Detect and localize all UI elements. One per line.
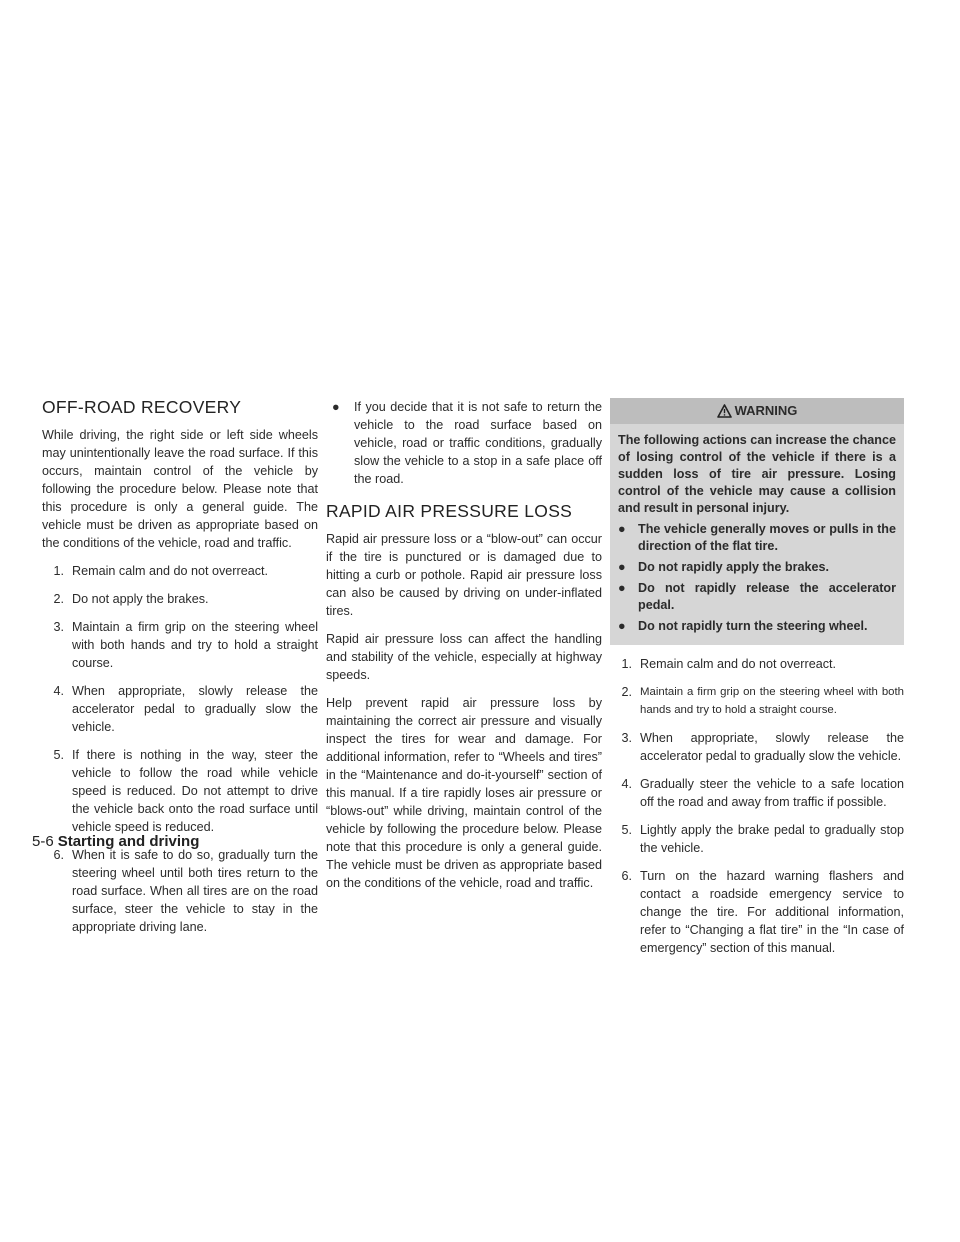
list-item: 1. Remain calm and do not overreact. <box>621 657 837 671</box>
bullet-icon: ● <box>618 522 626 536</box>
list-item: 3. Maintain a firm grip on the steering wheel with both hands and try to hold a straight course. <box>53 620 318 670</box>
warning-triangle-icon <box>717 404 732 418</box>
list-item: 1. Remain calm and do not overreact. <box>53 564 269 578</box>
bullet-icon: ● <box>618 619 626 633</box>
list-item: 3. When appropriate, slowly release the accelerator pedal to gradually slow the vehicle. <box>621 731 904 763</box>
offroad-steps <box>42 562 318 936</box>
rapid-paragraph: Rapid air pressure loss or a “blow-out” can occur if the tire is punctured or is damaged due to hitting a curb or pothole. Rapid air pressure loss can also be caused by driving on under-inflated tires. <box>326 532 602 618</box>
warning-label: WARNING <box>734 403 798 418</box>
column-3 <box>610 398 904 967</box>
offroad-title: OFF-ROAD RECOVERY <box>42 397 242 417</box>
rapid-paragraph: Rapid air pressure loss can affect the handling and stability of the vehicle, especially at highway speeds. <box>326 632 602 682</box>
rapid-paragraph: Help prevent rapid air pressure loss by maintaining the correct air pressure and visually inspect the tires for wear and damage. For additional information, refer to “Wheels and tires” in the “Maintenance and do-it-yourself” section of this manual. If a tire rapidly loses air pressure or “blows-out” while driving, maintain control of the vehicle by following the procedure below. Please note that this procedure is only a general guide. The vehicle must be driven as appropriate based on the conditions of the vehicle, road and traffic. <box>326 696 602 890</box>
column-2 <box>326 398 602 902</box>
list-item: 2. Do not apply the brakes. <box>53 592 209 606</box>
list-item: 2. Maintain a firm grip on the steering wheel with both hands and try to hold a straight course. <box>621 685 904 716</box>
bullet-icon: ● <box>618 560 626 574</box>
rapid-title: RAPID AIR PRESSURE LOSS <box>326 501 573 521</box>
warning-box <box>610 398 904 645</box>
page-footer <box>32 833 199 850</box>
warning-header <box>610 398 904 424</box>
column-1 <box>42 398 318 946</box>
warning-bullet: ● Do not rapidly release the accelerator pedal. <box>618 581 896 612</box>
page-number: 5-6 <box>32 833 54 850</box>
warning-bullet: ● Do not rapidly apply the brakes. <box>618 560 830 574</box>
warning-body <box>610 424 904 635</box>
offroad-intro: While driving, the right side or left side wheels may unintentionally leave the road surface. If this occurs, maintain control of the vehicle by following the procedure below. Please note that this procedure is only a general guide. The vehicle must be driven as appropriate based on the conditions of the vehicle, road and traffic. <box>42 428 318 550</box>
rapid-steps <box>610 655 904 957</box>
list-item: 4. Gradually steer the vehicle to a safe location off the road and away from traffic if possible. <box>621 777 904 809</box>
list-item: 6. Turn on the hazard warning flashers and contact a roadside emergency service to change the tire. For additional information, refer to “Changing a flat tire” in the “In case of emergency” section of this manual. <box>621 869 904 955</box>
offroad-bullet: ● If you decide that it is not safe to return the vehicle to the road surface based on vehicle, road or traffic conditions, gradually slow the vehicle to a stop in a safe place off the road. <box>332 400 602 486</box>
bullet-icon: ● <box>618 581 626 595</box>
bullet-icon: ● <box>332 400 340 414</box>
warning-text: The following actions can increase the chance of losing control of the vehicle if there is a sudden loss of tire air pressure. Losing control of the vehicle may cause a collision and result in personal injury. <box>618 433 896 515</box>
warning-bullet: ● The vehicle generally moves or pulls in the direction of the flat tire. <box>618 522 896 553</box>
list-item: 5. If there is nothing in the way, steer the vehicle to follow the road while vehicle speed is reduced. Do not attempt to drive the vehicle back onto the road surface until vehicle speed is reduced. <box>53 748 318 834</box>
list-item: 5. Lightly apply the brake pedal to gradually stop the vehicle. <box>621 823 904 855</box>
section-title: Starting and driving <box>57 833 200 850</box>
warning-bullet: ● Do not rapidly turn the steering wheel. <box>618 619 868 633</box>
list-item: 4. When appropriate, slowly release the accelerator pedal to gradually slow the vehicle. <box>53 684 318 734</box>
list-item: 6. When it is safe to do so, gradually turn the steering wheel until both tires return to the road surface. When all tires are on the road surface, steer the vehicle to stay in the appropriate driving lane. <box>53 848 318 934</box>
